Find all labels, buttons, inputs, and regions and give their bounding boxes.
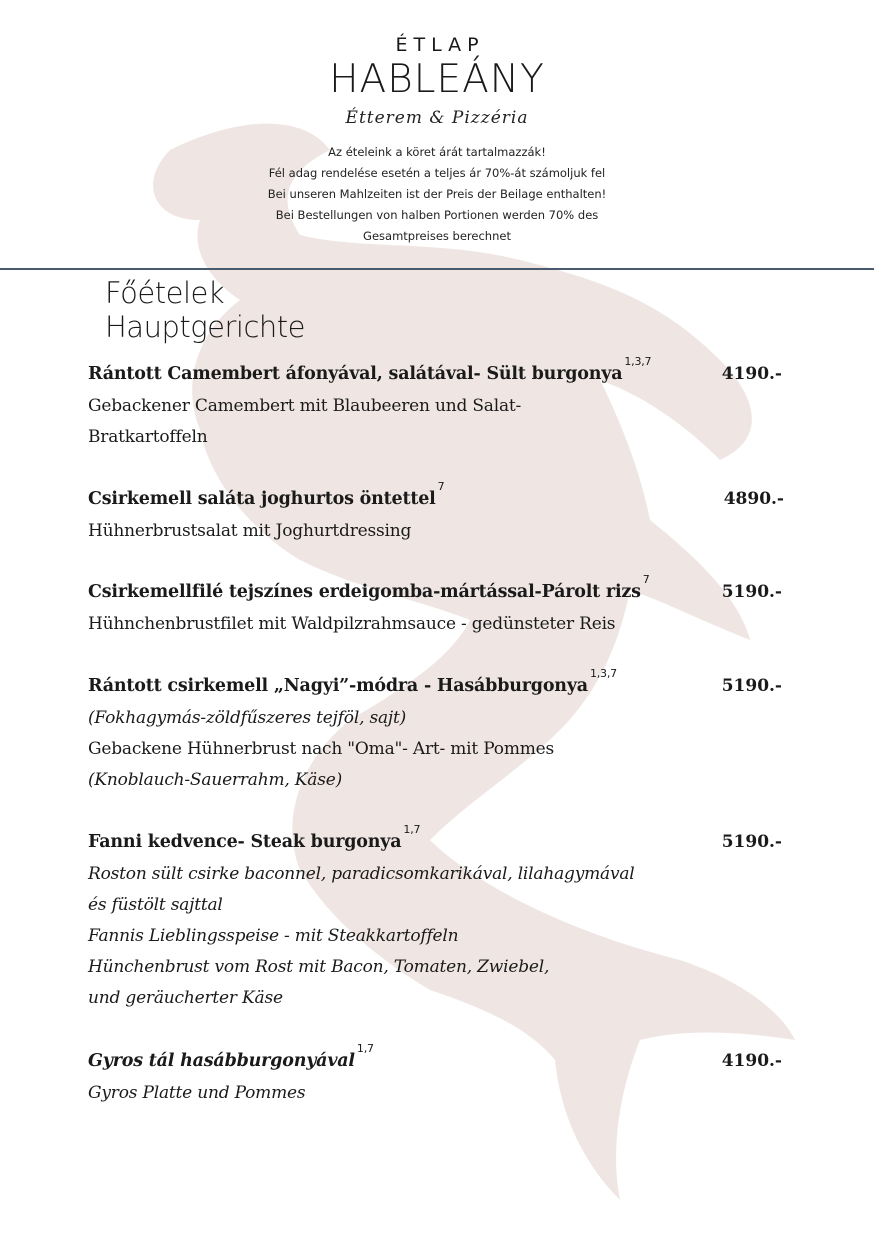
dish-description: (Fokhagymás-zöldfűszeres tejföl, sajt) — [88, 708, 407, 728]
dish-name — [88, 667, 788, 703]
dish-description: Hühnchenbrustfilet mit Waldpilzrahmsauce - gedünsteter Reis — [88, 614, 616, 634]
dish-description: (Knoblauch-Sauerrahm, Käse) — [88, 770, 343, 790]
dish-name-text: Csirkemell saláta joghurtos öntettel — [88, 489, 436, 509]
dish-name — [88, 1042, 788, 1078]
dish-description: Gyros Platte und Pommes — [88, 1083, 306, 1103]
dish-description: Fannis Lieblingsspeise - mit Steakkartoffeln — [88, 926, 459, 946]
menu-label: ÉTLAP — [395, 34, 485, 56]
dish-description: Roston sült csirke baconnel, paradicsomkarikával, lilahagymával — [88, 864, 635, 884]
dish-description: és füstölt sajttal — [88, 895, 223, 915]
dish-description: Gebackener Camembert mit Blaubeeren und Salat- — [88, 396, 522, 416]
dish-item — [88, 667, 788, 796]
restaurant-subtitle: Étterem & Pizzéria — [345, 108, 529, 128]
allergen-codes: 1,3,7 — [589, 667, 617, 680]
dish-item — [88, 480, 788, 547]
section-title-hu: Főételek — [105, 276, 225, 310]
dish-price: 4190.- — [721, 1051, 782, 1071]
restaurant-name: HABLEÁNY — [329, 57, 545, 102]
dish-name — [88, 480, 788, 516]
dish-item — [88, 1042, 788, 1109]
dish-price: 5190.- — [721, 582, 782, 602]
dish-name-text: Rántott csirkemell „Nagyi”-módra - Hasábburgonya — [88, 676, 588, 696]
note-line: Bei unseren Mahlzeiten ist der Preis der Beilage enthalten! — [267, 187, 607, 201]
dish-name — [88, 823, 788, 859]
dish-price: 5190.- — [721, 676, 782, 696]
dish-description: Bratkartoffeln — [88, 427, 208, 447]
note-line: Fél adag rendelése esetén a teljes ár 70%-át számoljuk fel — [268, 166, 606, 180]
allergen-codes: 1,7 — [356, 1042, 374, 1055]
dish-name — [88, 573, 788, 609]
dish-description: Gebackene Hühnerbrust nach "Oma"- Art- mit Pommes — [88, 739, 555, 759]
note-line: Gesamtpreises berechnet — [363, 229, 511, 243]
dish-description: und geräucherter Käse — [88, 988, 283, 1008]
price-notes — [0, 142, 874, 247]
dish-name — [88, 355, 788, 391]
allergen-codes: 1,3,7 — [624, 355, 652, 368]
dish-name-text: Fanni kedvence- Steak burgonya — [88, 832, 402, 852]
note-line: Bei Bestellungen von halben Portionen werden 70% des — [275, 208, 599, 222]
menu-header — [0, 34, 874, 247]
note-line: Az ételeink a köret árát tartalmazzák! — [328, 145, 546, 159]
header-divider — [0, 268, 874, 270]
dish-price: 5190.- — [721, 832, 782, 852]
dish-description: Hünchenbrust vom Rost mit Bacon, Tomaten, Zwiebel, — [88, 957, 550, 977]
dish-name-text: Csirkemellfilé tejszínes erdeigomba-mártással-Párolt rizs — [88, 582, 641, 602]
section-title-de: Hauptgerichte — [105, 310, 305, 344]
section-title — [105, 276, 305, 344]
dish-item — [88, 355, 788, 453]
allergen-codes: 7 — [437, 480, 445, 493]
allergen-codes: 1,7 — [403, 823, 421, 836]
dish-description: Hühnerbrustsalat mit Joghurtdressing — [88, 521, 412, 541]
dish-price: 4190.- — [721, 364, 782, 384]
dish-price: 4890.- — [723, 489, 784, 509]
dish-name-text: Rántott Camembert áfonyával, salátával- Sült burgonya — [88, 364, 623, 384]
allergen-codes: 7 — [642, 573, 650, 586]
dish-item — [88, 573, 788, 640]
dish-item — [88, 823, 788, 1014]
dish-name-text: Gyros tál hasábburgonyával — [88, 1051, 355, 1071]
